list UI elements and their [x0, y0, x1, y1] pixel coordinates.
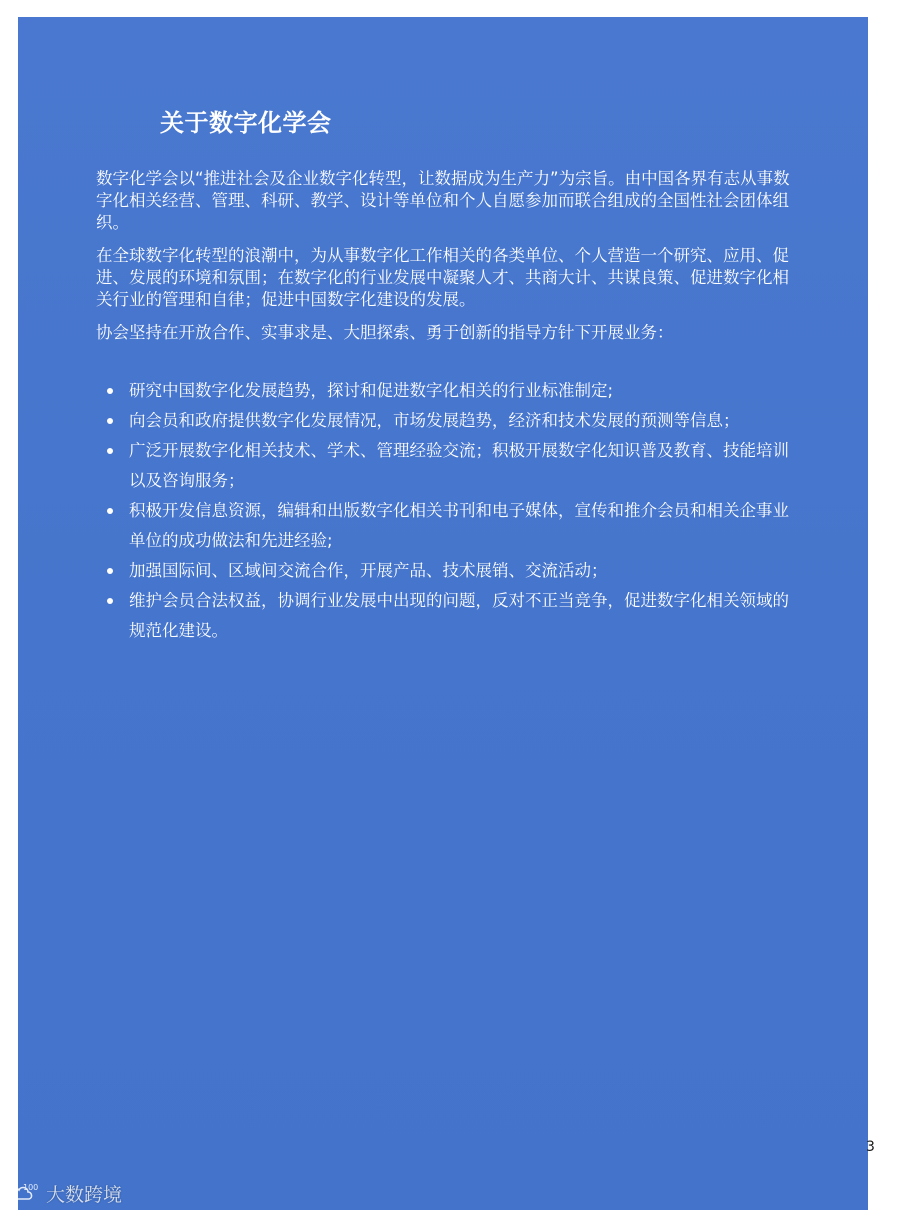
list-item — [96, 436, 796, 496]
bullet-icon — [107, 418, 113, 424]
watermark-text: 大数跨境 — [46, 1183, 123, 1206]
bullet-icon — [107, 448, 113, 454]
body-text — [96, 168, 796, 646]
page-title: 关于数字化学会 — [160, 109, 332, 137]
list-item — [96, 586, 796, 646]
duties-list — [96, 376, 796, 646]
principles-paragraph: 协会坚持在开放合作、实事求是、大胆探索、勇于创新的指导方针下开展业务： — [96, 323, 674, 342]
svg-text:100: 100 — [23, 1183, 39, 1192]
mission-paragraph: 在全球数字化转型的浪潮中，为从事数字化工作相关的各类单位、个人营造一个研究、应用、促进、发展的环境和氛围；在数字化的行业发展中凝聚人才、共商大计、共谋良策、促进数字化相关行业的管理和自律；促进中国数字化建设的发展。 — [96, 246, 789, 309]
list-item — [96, 496, 796, 556]
list-item-text: 积极开发信息资源，编辑和出版数字化相关书刊和电子媒体，宣传和推介会员和相关企事业单位的成功做法和先进经验; — [129, 501, 789, 550]
watermark — [6, 1178, 122, 1208]
list-item — [96, 556, 796, 586]
list-item — [96, 406, 796, 436]
page-panel — [18, 17, 868, 1210]
bullet-icon — [107, 568, 113, 574]
list-item-text: 研究中国数字化发展趋势，探讨和促进数字化相关的行业标准制定; — [129, 381, 614, 400]
cloud-100-logo-icon — [6, 1181, 42, 1205]
page-number: 3 — [866, 1139, 875, 1155]
bullet-icon — [107, 598, 113, 604]
list-item-text: 向会员和政府提供数字化发展情况，市场发展趋势，经济和技术发展的预测等信息； — [129, 411, 740, 430]
list-item-text: 加强国际间、区域间交流合作，开展产品、技术展销、交流活动； — [129, 561, 608, 580]
list-item-text: 维护会员合法权益，协调行业发展中出现的问题，反对不正当竞争，促进数字化相关领域的规范化建设。 — [129, 591, 789, 640]
bullet-icon — [107, 388, 113, 394]
intro-paragraph: 数字化学会以“推进社会及企业数字化转型，让数据成为生产力”为宗旨。由中国各界有志从事数字化相关经营、管理、科研、教学、设计等单位和个人自愿参加而联合组成的全国性社会团体组织。 — [96, 169, 790, 232]
bullet-icon — [107, 508, 113, 514]
list-item-text: 广泛开展数字化相关技术、学术、管理经验交流；积极开展数字化知识普及教育、技能培训以及咨询服务； — [129, 441, 789, 490]
list-item — [96, 376, 796, 406]
